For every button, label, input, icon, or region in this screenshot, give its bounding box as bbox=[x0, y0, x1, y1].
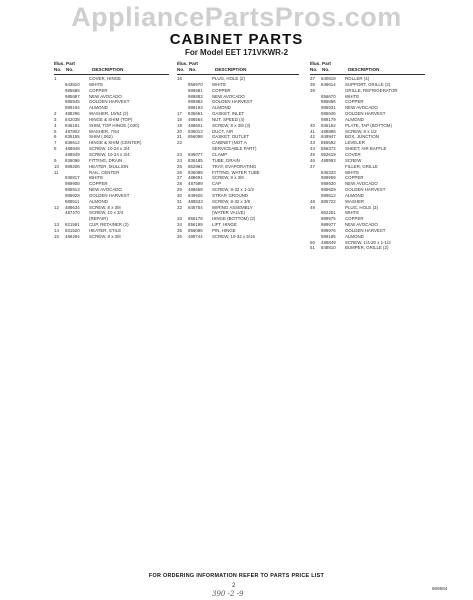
header-no: No. bbox=[189, 67, 197, 72]
part-number: 985685 bbox=[65, 87, 80, 93]
part-number: 836333 bbox=[321, 169, 336, 175]
part-number: 488564 bbox=[188, 116, 203, 122]
part-number: 836817 bbox=[65, 175, 80, 181]
part-number: 989975 bbox=[321, 216, 336, 222]
illus-number: 23 bbox=[177, 151, 182, 157]
part-description: SHIM, TOP HINGE (.030) bbox=[89, 122, 140, 128]
part-description: SHEET, AIR BAFFLE bbox=[345, 146, 387, 152]
part-number: 488296 bbox=[65, 111, 80, 117]
part-number: 989193 bbox=[188, 105, 203, 111]
part-number: 488601 bbox=[188, 122, 203, 128]
header-description: DESCRIPTION bbox=[92, 67, 124, 72]
part-number: 836155 bbox=[65, 134, 80, 140]
part-number: 836185 bbox=[188, 157, 203, 163]
illus-number: 4 bbox=[54, 122, 57, 128]
illus-number: 48 bbox=[310, 198, 315, 204]
part-description: SCREW, 8 x 3/8 (3) bbox=[212, 122, 251, 128]
part-number: 989195 bbox=[321, 233, 336, 239]
part-description: COVER bbox=[345, 151, 361, 157]
illus-number: 9 bbox=[54, 157, 57, 163]
part-description: NUT, SPEED (4) bbox=[212, 116, 245, 122]
parts-rows bbox=[177, 75, 299, 240]
part-description: PLUG, HOLE (3) bbox=[345, 204, 378, 210]
parts-column-3 bbox=[310, 60, 425, 251]
part-number: 842038 bbox=[65, 116, 80, 122]
part-number: 856372 bbox=[321, 146, 336, 152]
part-number: 488533 bbox=[188, 198, 203, 204]
part-description: WHITE bbox=[345, 210, 360, 216]
part-description: GOLDEN HARVEST bbox=[345, 111, 386, 117]
illus-number: 7 bbox=[54, 140, 57, 146]
part-number: 985928 bbox=[65, 192, 80, 198]
illus-number: 25 bbox=[177, 163, 182, 169]
part-description: CAP bbox=[212, 181, 222, 187]
part-description: ALMOND bbox=[89, 198, 108, 204]
illus-number: 1 bbox=[54, 76, 57, 81]
illus-number: 35 bbox=[177, 227, 182, 233]
parts-column-2 bbox=[177, 60, 299, 240]
part-number: 985896 bbox=[321, 99, 336, 105]
part-description: WASHER bbox=[345, 198, 365, 204]
part-description: GRILLE, REFRIGERATOR bbox=[345, 87, 398, 93]
part-number: 989976 bbox=[321, 227, 336, 233]
part-number: 989511 bbox=[65, 198, 80, 204]
illus-number: 47 bbox=[310, 163, 315, 169]
part-description: NEW AVOCADO bbox=[89, 93, 122, 99]
illus-number: 29 bbox=[177, 187, 182, 193]
part-description: TRAY, EVAPORATING bbox=[212, 163, 257, 169]
part-description: SCREW, 8-32 x 1-1/2 bbox=[212, 187, 254, 193]
part-description: ALMOND bbox=[89, 105, 108, 111]
part-description: GOLDEN HARVEST bbox=[345, 227, 386, 233]
table-row bbox=[310, 245, 425, 251]
part-number: 989179 bbox=[321, 116, 336, 122]
part-number: 849614 bbox=[321, 81, 336, 87]
illus-number: 21 bbox=[177, 134, 182, 140]
header-illus: Illus. bbox=[177, 61, 188, 66]
header-no: No. bbox=[54, 67, 62, 72]
part-number: 989977 bbox=[321, 222, 336, 228]
header-part: Part bbox=[189, 61, 198, 66]
part-number: 840818 bbox=[321, 76, 336, 81]
part-number: 848754 bbox=[188, 204, 203, 210]
part-number: 849947 bbox=[321, 134, 336, 140]
part-description: HEATER, MULLION bbox=[89, 163, 129, 169]
part-number: 989681 bbox=[188, 87, 203, 93]
part-description: ALMOND bbox=[212, 105, 231, 111]
table-row bbox=[54, 234, 169, 240]
part-description: NEW AVOCADO bbox=[345, 222, 378, 228]
illus-number: 33 bbox=[177, 216, 182, 222]
part-number: 836181 bbox=[65, 122, 80, 128]
part-description: WHITE bbox=[212, 81, 227, 87]
header-no: No. bbox=[322, 67, 330, 72]
illus-number: 14 bbox=[54, 227, 59, 233]
part-description: COPPER bbox=[345, 175, 364, 181]
part-description: SCREW, 10-24 x 3/4 bbox=[89, 146, 130, 152]
part-description: ROLLER (4) bbox=[345, 76, 370, 81]
part-description: CABINET (NOT A bbox=[212, 140, 247, 146]
part-number: 488634 bbox=[65, 204, 80, 210]
part-number: 836661 bbox=[188, 111, 203, 117]
illus-number: 15 bbox=[54, 233, 59, 239]
part-number: 985913 bbox=[65, 187, 80, 193]
part-description: FITTING, DRAIN bbox=[89, 157, 123, 163]
page-number: 2 bbox=[232, 583, 236, 589]
part-number: 836612 bbox=[65, 140, 80, 146]
part-description: SCREW, 1/4-20 x 1-1/2 bbox=[345, 239, 391, 245]
part-number: 989612 bbox=[321, 192, 336, 198]
illus-number: 10 bbox=[54, 163, 59, 169]
part-number: 836089 bbox=[188, 169, 203, 175]
part-description: SCREW, 10-32 x 5/16 bbox=[212, 233, 255, 239]
part-number: 488658 bbox=[188, 187, 203, 193]
part-description: HINGE & SHIM (TOP) bbox=[89, 116, 133, 122]
part-number: 488948 bbox=[65, 146, 80, 152]
part-number: 487470 bbox=[65, 210, 80, 216]
part-description: WHITE bbox=[345, 93, 360, 99]
part-description: COPPER bbox=[89, 87, 108, 93]
part-description: BOX, JUNCTION bbox=[345, 134, 379, 140]
illus-number: 43 bbox=[310, 140, 315, 146]
part-number: 488993 bbox=[321, 157, 336, 163]
part-description: WHITE bbox=[89, 81, 104, 87]
illus-number: 13 bbox=[54, 222, 59, 228]
part-number: 856970 bbox=[188, 81, 203, 87]
header-part: Part bbox=[322, 61, 331, 66]
part-number: 488691 bbox=[188, 175, 203, 181]
part-number: 831520 bbox=[65, 227, 80, 233]
illus-number: 16 bbox=[177, 76, 182, 81]
part-description: ALMOND bbox=[345, 233, 364, 239]
part-description: SCREW, 8 x 3/8 bbox=[89, 204, 121, 210]
illus-number: 2 bbox=[54, 111, 57, 117]
illus-number: 18 bbox=[177, 116, 182, 122]
illus-number: 19 bbox=[177, 122, 182, 128]
page-title: CABINET PARTS bbox=[169, 31, 304, 48]
site-watermark-header: AppliancePartsPros.com bbox=[71, 2, 402, 32]
illus-number: 17 bbox=[177, 111, 182, 117]
part-description: HINGE & SHIM (CENTER) bbox=[89, 140, 142, 146]
part-description: PLATE, TAP (BOTTOM) bbox=[345, 122, 392, 128]
part-number: 836096 bbox=[65, 157, 80, 163]
illus-number: 42 bbox=[310, 134, 315, 140]
part-number: 852619 bbox=[321, 151, 336, 157]
illus-number: 6 bbox=[54, 134, 57, 140]
illus-number: 51 bbox=[310, 245, 315, 251]
part-description: HINGE (BOTTOM) (2) bbox=[212, 216, 256, 222]
part-description: BUMPER, GRILLE (2) bbox=[345, 245, 389, 251]
part-number: 856592 bbox=[321, 140, 336, 146]
part-number: 985897 bbox=[65, 93, 80, 99]
part-number: 985945 bbox=[65, 99, 80, 105]
illus-number: 26 bbox=[177, 169, 182, 175]
part-description: SCREW, 10-24 x 3/4 bbox=[89, 151, 130, 157]
document-code: 869584 bbox=[432, 586, 448, 591]
illus-number: 28 bbox=[177, 181, 182, 187]
table-row bbox=[177, 234, 299, 240]
illus-number: 39 bbox=[310, 87, 315, 93]
part-number: 989194 bbox=[65, 105, 80, 111]
part-description: NEW AVOCADO bbox=[345, 181, 378, 187]
part-number: 985945 bbox=[321, 111, 336, 117]
part-description: GASKET, INLET bbox=[212, 111, 245, 117]
illus-number: 12 bbox=[54, 204, 59, 210]
part-description: (WATER VALVE) bbox=[212, 210, 246, 216]
parts-rows bbox=[310, 75, 425, 251]
part-description: STRAP, GROUND bbox=[212, 192, 249, 198]
part-number: 989206 bbox=[65, 163, 80, 169]
part-description: SCREW, 8 x 3/8 bbox=[89, 233, 121, 239]
part-number: 488849 bbox=[321, 239, 336, 245]
illus-number: 49 bbox=[310, 204, 315, 210]
part-description: WASHER, 7/64 bbox=[89, 128, 120, 134]
part-description: TUBE, DRAIN bbox=[212, 157, 240, 163]
part-description: WIRING ASSEMBLY bbox=[212, 204, 253, 210]
column-header bbox=[177, 60, 299, 75]
illus-number: 38 bbox=[310, 81, 315, 87]
part-number: 488949 bbox=[65, 151, 80, 157]
part-number: 985931 bbox=[321, 105, 336, 111]
header-no: No. bbox=[310, 67, 318, 72]
part-number: 836162 bbox=[321, 122, 336, 128]
part-number: 985982 bbox=[188, 99, 203, 105]
part-number: 856098 bbox=[188, 134, 203, 140]
part-description: SCREW, 8-32 x 3/8 bbox=[212, 198, 251, 204]
part-description: ALMOND bbox=[345, 116, 364, 122]
illus-number: 46 bbox=[310, 157, 315, 163]
part-description: SCREW, 10 x 3/4 bbox=[89, 210, 124, 216]
part-description: COPPER bbox=[345, 99, 364, 105]
part-description: ALMOND bbox=[345, 192, 364, 198]
part-description: HEATER, STILE bbox=[89, 227, 122, 233]
header-description: DESCRIPTION bbox=[215, 67, 247, 72]
header-illus: Illus. bbox=[310, 61, 321, 66]
header-description: DESCRIPTION bbox=[348, 67, 380, 72]
part-number: 849926 bbox=[188, 192, 203, 198]
part-number: 856178 bbox=[188, 216, 203, 222]
part-description: COPPER bbox=[89, 181, 108, 187]
part-number: 856199 bbox=[188, 222, 203, 228]
part-description: DUCT, AIR bbox=[212, 128, 234, 134]
part-description: WASHER, 10/64 (2) bbox=[89, 111, 129, 117]
part-number: 989883 bbox=[188, 93, 203, 99]
illus-number: 24 bbox=[177, 157, 182, 163]
illus-number: 41 bbox=[310, 128, 315, 134]
part-description: GOLDEN HARVEST bbox=[345, 187, 386, 193]
part-number: 989908 bbox=[321, 175, 336, 181]
part-number: 885722 bbox=[321, 198, 336, 204]
illus-number: 45 bbox=[310, 151, 315, 157]
part-description: CLAMP bbox=[212, 151, 228, 157]
part-description: (REPAIR) bbox=[89, 216, 108, 222]
column-header bbox=[310, 60, 425, 75]
part-number: 488886 bbox=[321, 128, 336, 134]
part-description: SERVICEABLE PART) bbox=[212, 146, 257, 152]
part-description: WHITE bbox=[345, 169, 360, 175]
part-number: 843810 bbox=[65, 81, 80, 87]
illus-number: 5 bbox=[54, 128, 57, 134]
illus-number: 11 bbox=[54, 169, 59, 175]
illus-number: 40 bbox=[310, 122, 315, 128]
part-description: PLUG, HOLE (2) bbox=[212, 76, 245, 81]
illus-number: 34 bbox=[177, 222, 182, 228]
part-number: 486294 bbox=[65, 233, 80, 239]
illus-number: 44 bbox=[310, 146, 315, 152]
header-no: No. bbox=[177, 67, 185, 72]
part-number: 487802 bbox=[65, 128, 80, 134]
part-number: 821591 bbox=[65, 222, 80, 228]
part-description: NEW AVOCADO bbox=[345, 105, 378, 111]
illus-number: 20 bbox=[177, 128, 182, 134]
part-number: 989908 bbox=[65, 181, 80, 187]
illus-number: 22 bbox=[177, 140, 182, 146]
illus-number: 30 bbox=[177, 192, 182, 198]
part-number: 487599 bbox=[188, 181, 203, 187]
part-description: SHIM (.062) bbox=[89, 134, 113, 140]
parts-column-1 bbox=[54, 60, 169, 240]
part-description: SCREW, 8 x 1/2 bbox=[345, 128, 377, 134]
header-part: Part bbox=[66, 61, 75, 66]
part-number: 862981 bbox=[188, 163, 203, 169]
part-description: SCREW bbox=[345, 157, 362, 163]
part-description: LEVELER bbox=[345, 140, 365, 146]
part-description: FITTING, WATER TUBE bbox=[212, 169, 260, 175]
part-number: 836077 bbox=[188, 151, 203, 157]
handwritten-note: 390 -2 -9 bbox=[212, 590, 244, 598]
part-description: WHITE bbox=[89, 175, 104, 181]
part-number: 848810 bbox=[321, 245, 336, 251]
column-header bbox=[54, 60, 169, 75]
illus-number: 8 bbox=[54, 146, 57, 152]
header-no: No. bbox=[66, 67, 74, 72]
part-number: 836013 bbox=[188, 128, 203, 134]
illus-number: 32 bbox=[177, 204, 182, 210]
illus-number: 50 bbox=[310, 239, 315, 245]
part-number: 985929 bbox=[321, 187, 336, 193]
illus-number: 31 bbox=[177, 198, 182, 204]
part-description: NEW AVOCADO bbox=[89, 187, 122, 193]
part-description: SUPPORT, GRILLE (2) bbox=[345, 81, 391, 87]
part-description: GOLDEN HARVEST bbox=[89, 99, 130, 105]
part-number: 862251 bbox=[321, 210, 336, 216]
part-description: COVER, HINGE bbox=[89, 76, 121, 81]
part-description: GOLDEN HARVEST bbox=[89, 192, 130, 198]
part-description: COPPER bbox=[345, 216, 364, 222]
part-description: GASKET, OUTLET bbox=[212, 134, 250, 140]
illus-number: 3 bbox=[54, 116, 57, 122]
illus-number: 37 bbox=[310, 76, 315, 81]
part-description: SCREW, 8 x 3/8 bbox=[212, 175, 244, 181]
part-number: 856086 bbox=[188, 227, 203, 233]
part-description: PIN, HINGE bbox=[212, 227, 236, 233]
illus-number: 27 bbox=[177, 175, 182, 181]
part-number: 856670 bbox=[321, 93, 336, 99]
model-subtitle: For Model EET 171VKWR-2 bbox=[184, 48, 289, 57]
part-description: NEW AVOCADO bbox=[212, 93, 245, 99]
part-number: 989930 bbox=[321, 181, 336, 187]
part-description: LIFT, HINGE bbox=[212, 222, 237, 228]
header-illus: Illus. bbox=[54, 61, 65, 66]
part-number: 488744 bbox=[188, 233, 203, 239]
part-description: GOLDEN HARVEST bbox=[212, 99, 253, 105]
part-description: CUP, RETAINER (2) bbox=[89, 222, 129, 228]
parts-rows bbox=[54, 75, 169, 240]
ordering-note: FOR ORDERING INFORMATION REFER TO PARTS PRICE LIST bbox=[148, 573, 325, 579]
part-description: FILLER, GRILLE bbox=[345, 163, 378, 169]
part-description: COPPER bbox=[212, 87, 231, 93]
illus-number: 36 bbox=[177, 233, 182, 239]
part-description: RAIL, CENTER bbox=[89, 169, 120, 175]
